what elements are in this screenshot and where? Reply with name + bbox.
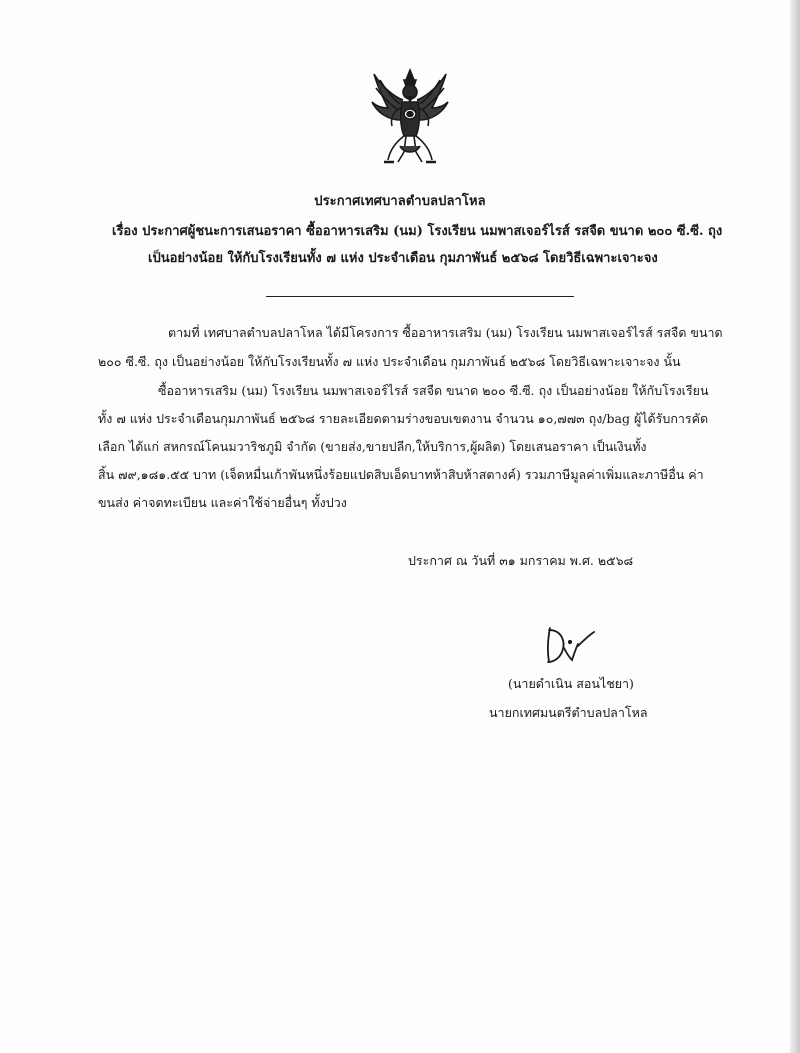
subject-line: เป็นอย่างน้อย ให้กับโรงเรียนทั้ง ๗ แห่ง ประจำเดือน กุมภาพันธ์ ๒๕๖๘ โดยวิธีเฉพาะเจาะจง [148,251,658,266]
body-line: ซื้ออาหารเสริม (นม) โรงเรียน นมพาสเจอร์ไรส์ รสจืด ขนาด ๒๐๐ ซี.ซี. ถุง เป็นอย่างน้อย ให้กับโรงเรียน [158,383,709,398]
signer-position: นายกเทศมนตรีตำบลปลาโหล [489,705,648,720]
announcement-date: ประกาศ ณ วันที่ ๓๑ มกราคม พ.ศ. ๒๕๖๘ [408,553,634,568]
scan-edge [790,0,800,1053]
subject-line: เรื่อง ประกาศผู้ชนะการเสนอราคา ซื้ออาหารเสริม (นม) โรงเรียน นมพาสเจอร์ไรส์ รสจืด ขนาด ๒๐๐ ซี.ซี. ถุง [112,224,723,239]
body-line: เลือก ได้แก่ สหกรณ์โคนมวาริชภูมิ จำกัด (ขายส่ง,ขายปลีก,ให้บริการ,ผู้ผลิต) โดยเสนอราคา เป็นเงินทั้ง [98,439,647,454]
garuda-emblem-icon [370,66,450,168]
office-title: ประกาศเทศบาลตำบลปลาโหล [314,194,486,209]
body-line: ทั้ง ๗ แห่ง ประจำเดือนกุมภาพันธ์ ๒๕๖๘ รายละเอียดตามร่างขอบเขตงาน จำนวน ๑๐,๗๗๓ ถุง/bag ผู้ได้รับการคัด [98,411,709,426]
signer-name: (นายดำเนิน สอนไชยา) [508,676,634,691]
separator-line [266,296,574,297]
body-line: ๒๐๐ ซี.ซี. ถุง เป็นอย่างน้อย ให้กับโรงเรียนทั้ง ๗ แห่ง ประจำเดือน กุมภาพันธ์ ๒๕๖๘ โดยวิธีเฉพาะเจาะจง นั้น [98,354,681,369]
body-line: ขนส่ง ค่าจดทะเบียน และค่าใช้จ่ายอื่นๆ ทั้งปวง [98,495,347,510]
handwritten-signature-icon [540,624,598,668]
body-line: สิ้น ๗๙,๑๘๑.๕๕ บาท (เจ็ดหมื่นเก้าพันหนึ่งร้อยแปดสิบเอ็ดบาทห้าสิบห้าสตางค์) รวมภาษีมูลค่าเพิ่มและภาษีอื่น ค่า [98,467,704,482]
body-line: ตามที่ เทศบาลตำบลปลาโหล ได้มีโครงการ ซื้ออาหารเสริม (นม) โรงเรียน นมพาสเจอร์ไรส์ รสจืด ขนาด [168,325,723,340]
